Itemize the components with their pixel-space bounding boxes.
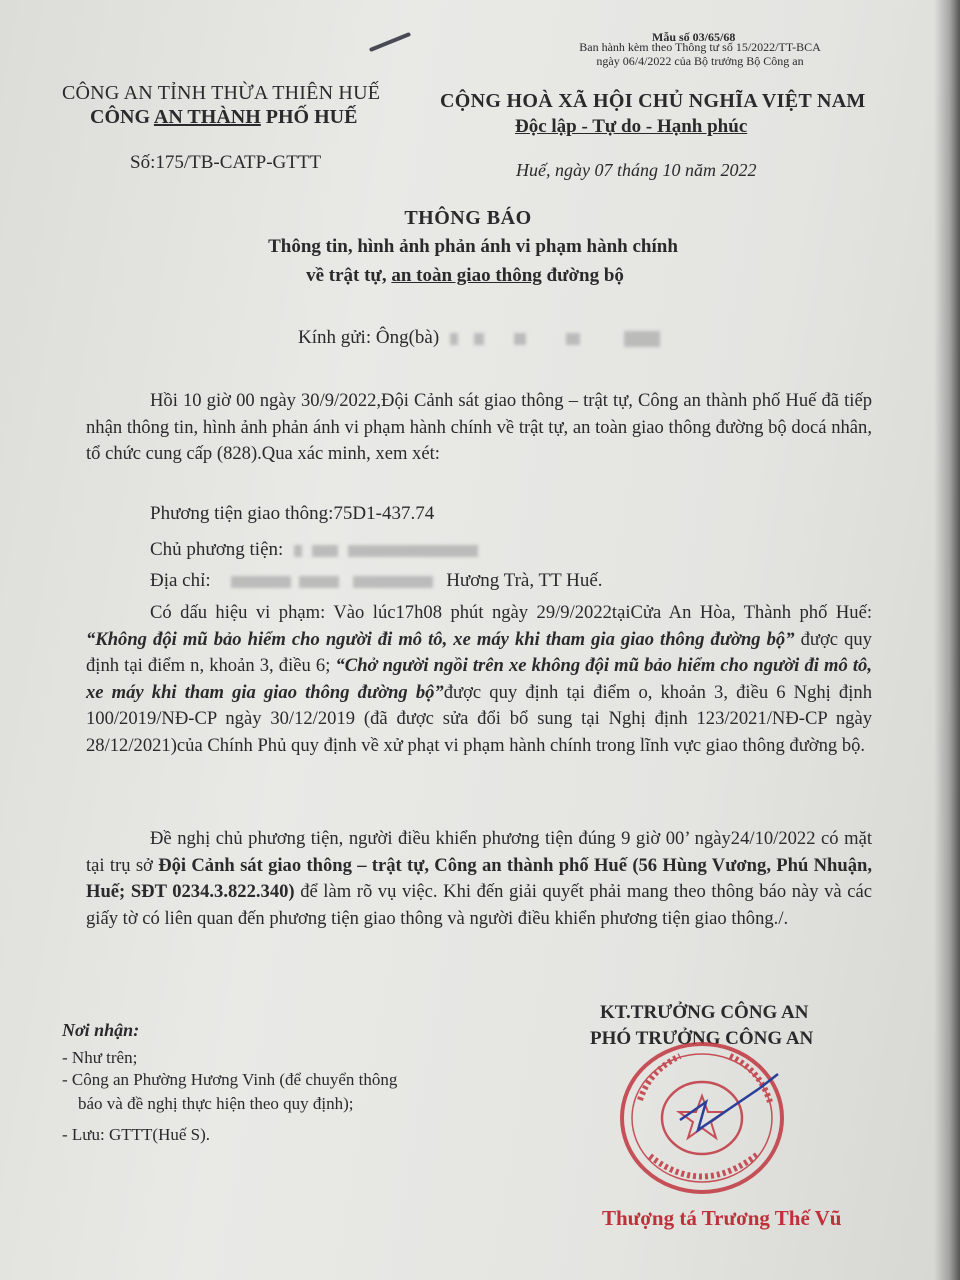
- form-ref-line2: ngày 06/4/2022 của Bộ trưởng Bộ Công an: [596, 54, 804, 68]
- paragraph-violation: [86, 600, 872, 759]
- request-part2: để làm rõ vụ việc. Khi đến giải quyết phải mang theo thông báo này và các giấy tờ có liên quan đến phương tiện giao thông và người điều khiển phương tiện giao thông./.: [86, 881, 872, 929]
- signature-title-line2: PHÓ TRƯỞNG CÔNG AN: [590, 1028, 814, 1049]
- greeting: [298, 327, 660, 349]
- redacted-owner-1: [294, 545, 302, 557]
- redacted-address-2: [299, 576, 339, 588]
- recipient-item-2b: báo và đề nghị thực hiện theo quy định);: [78, 1094, 354, 1113]
- recipient-item-2a: - Công an Phường Hương Vinh (để chuyển thông: [62, 1070, 398, 1089]
- violation-quote2: “Chở người ngồi trên xe không đội mũ bảo hiểm cho người đi mô tô, xe máy khi tham gia giao thông đường bộ”: [86, 655, 872, 703]
- recipients-title: Nơi nhận:: [62, 1020, 140, 1040]
- signature-title-line1: KT.TRƯỞNG CÔNG AN: [600, 1002, 809, 1023]
- place-date: Huế, ngày 07 tháng 10 năm 2022: [516, 160, 757, 180]
- nation-motto: Độc lập - Tự do - Hạnh phúc: [515, 116, 748, 137]
- redacted-name-4: [566, 333, 580, 345]
- pen-mark: [369, 32, 411, 52]
- form-number: Mẫu số 03/65/68: [652, 30, 736, 44]
- violation-intro: Có dấu hiệu vi phạm: Vào lúc17h08 phút ngày 29/9/2022tạiCửa An Hòa, Thành phố Huế:: [150, 602, 872, 623]
- agency-name-part2: AN THÀNH: [153, 106, 261, 128]
- address-visible: Hương Trà, TT Huế.: [446, 570, 603, 591]
- agency-parent: CÔNG AN TỈNH THỪA THIÊN HUẾ: [62, 82, 381, 104]
- official-seal: [610, 1030, 798, 1198]
- redacted-name-2: [474, 333, 484, 345]
- vehicle-line: Phương tiện giao thông:75D1-437.74: [150, 503, 435, 524]
- form-reference: [555, 40, 845, 68]
- subtitle-part-c: đường bộ: [541, 265, 624, 286]
- form-ref-line1: Ban hành kèm theo Thông tư số 15/2022/TT-BCA: [579, 40, 821, 54]
- redacted-name-1: [450, 333, 458, 345]
- greeting-label: Kính gửi: Ông(bà): [298, 327, 440, 348]
- paragraph-request: [86, 826, 872, 932]
- subtitle-part-a: về trật tự,: [306, 265, 392, 286]
- redacted-name-3: [514, 333, 526, 345]
- address-line: [150, 570, 603, 592]
- document-subtitle-line2: [0, 265, 930, 287]
- subtitle-part-b: an toàn giao thông: [391, 265, 542, 286]
- paragraph-intro: Hồi 10 giờ 00 ngày 30/9/2022,Đội Cảnh sát giao thông – trật tự, Công an thành phố Huế đã tiếp nhận thông tin, hình ảnh phản ánh vi phạm hành chính về trật tự, an toàn giao thông đường bộ docá nhân, tổ chức cung cấp (828).Qua xác minh, xem xét:: [86, 390, 872, 464]
- owner-label: Chủ phương tiện:: [150, 539, 284, 560]
- document-title: THÔNG BÁO: [404, 207, 532, 229]
- request-part1: Đề nghị chủ phương tiện, người điều khiển phương tiện đúng 9 giờ 00’ ngày24/10/2022 có mặt tại trụ sở: [86, 828, 872, 876]
- recipient-item-1: - Như trên;: [62, 1048, 138, 1067]
- violation-quote1: “Không đội mũ bảo hiểm cho người đi mô tô, xe máy khi tham gia giao thông đường bộ”: [86, 628, 795, 650]
- agency-name: [90, 106, 357, 129]
- document-subtitle-line1: Thông tin, hình ảnh phản ánh vi phạm hành chính: [268, 236, 678, 257]
- redacted-owner-3: [348, 545, 478, 557]
- nation-title: CỘNG HOÀ XÃ HỘI CHỦ NGHĨA VIỆT NAM: [440, 90, 866, 112]
- redacted-address-3: [353, 576, 433, 588]
- agency-name-part3: PHỐ HUẾ: [260, 106, 358, 128]
- redacted-owner-2: [312, 545, 338, 557]
- agency-name-part1: CÔNG: [90, 106, 154, 128]
- violation-tail: được quy định tại điểm o, khoản 3, điều 6 Nghị định 100/2019/NĐ-CP ngày 30/12/2019 (đã được sửa đổi bổ sung tại Nghị định 123/2021/NĐ-CP ngày 28/12/2021)của Chính Phủ quy định về xử phạt vi phạm hành chính trong lĩnh vực giao thông đường bộ.: [86, 681, 872, 756]
- violation-mid: được quy định tại điểm n, khoản 3, điều 6;: [86, 628, 872, 676]
- request-bold: Đội Cảnh sát giao thông – trật tự, Công an thành phố Huế (56 Hùng Vương, Phú Nhuận, Huế; SĐT 0234.3.822.340): [86, 854, 872, 902]
- signer-name: Thượng tá Trương Thế Vũ: [602, 1206, 842, 1230]
- address-label: Địa chỉ:: [150, 570, 211, 591]
- document-number: Số:175/TB-CATP-GTTT: [130, 152, 322, 173]
- paper-edge-shadow: [934, 0, 960, 1280]
- owner-line: [150, 539, 478, 561]
- recipient-item-3: - Lưu: GTTT(Huế S).: [62, 1125, 211, 1144]
- redacted-address-1: [231, 576, 291, 588]
- redacted-name-5: [624, 331, 660, 347]
